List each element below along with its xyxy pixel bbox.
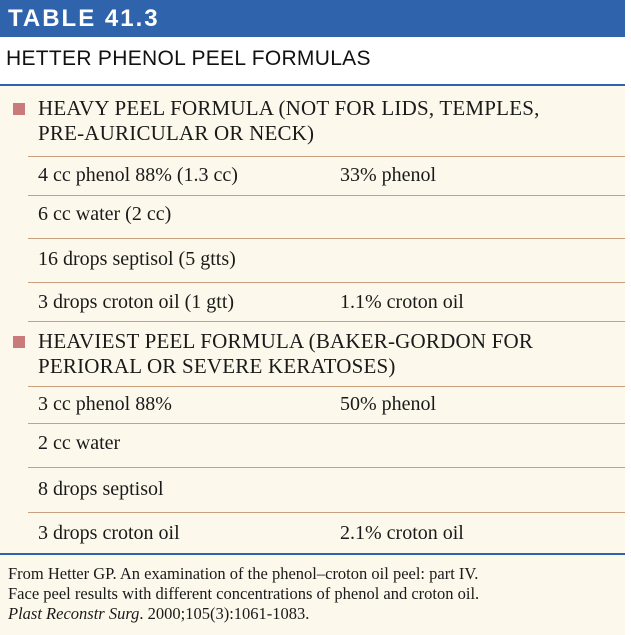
section-heading-heaviest <box>0 329 625 383</box>
section-heading-line: PERIORAL OR SEVERE KERATOSES) <box>38 354 396 378</box>
section-heading-line: HEAVIEST PEEL FORMULA (BAKER-GORDON FOR <box>38 329 534 353</box>
concentration-cell: 33% phenol <box>340 164 437 186</box>
concentration-cell: 50% phenol <box>340 393 437 415</box>
footnote-line: From Hetter GP. An examination of the phenol–croton oil peel: part IV. <box>8 564 479 583</box>
square-bullet-icon <box>13 336 25 348</box>
row-divider <box>28 386 625 387</box>
section-heading-line: HEAVY PEEL FORMULA (NOT FOR LIDS, TEMPLES, <box>38 96 540 120</box>
title-rule <box>0 84 625 86</box>
section-heading-heavy <box>0 96 625 150</box>
source-footnote <box>8 564 620 624</box>
row-divider <box>28 467 625 468</box>
row-divider <box>28 195 625 196</box>
right-margin <box>625 0 631 635</box>
table-title: HETTER PHENOL PEEL FORMULAS <box>6 47 371 70</box>
ingredient-cell: 16 drops septisol (5 gtts) <box>38 248 236 270</box>
footnote-line <box>8 604 620 624</box>
ingredient-cell: 8 drops septisol <box>38 478 164 500</box>
row-divider <box>28 321 625 322</box>
footnote-line: Face peel results with different concentrations of phenol and croton oil. <box>8 584 480 603</box>
table-label: TABLE 41.3 <box>0 0 625 37</box>
citation-details: . 2000;105(3):1061-1083. <box>139 604 310 623</box>
ingredient-cell: 2 cc water <box>38 432 121 454</box>
section-heading-line: PRE-AURICULAR OR NECK) <box>38 121 315 145</box>
row-divider <box>28 156 625 157</box>
row-divider <box>28 282 625 283</box>
ingredient-cell: 3 cc phenol 88% <box>38 393 172 415</box>
row-divider <box>28 512 625 513</box>
journal-name: Plast Reconstr Surg <box>8 604 140 623</box>
ingredient-cell: 6 cc water (2 cc) <box>38 203 172 225</box>
bottom-rule <box>0 553 625 555</box>
concentration-cell: 2.1% croton oil <box>340 522 464 544</box>
row-divider <box>28 423 625 424</box>
ingredient-cell: 3 drops croton oil <box>38 522 180 544</box>
square-bullet-icon <box>13 103 25 115</box>
concentration-cell: 1.1% croton oil <box>340 291 464 313</box>
ingredient-cell: 4 cc phenol 88% (1.3 cc) <box>38 164 238 186</box>
ingredient-cell: 3 drops croton oil (1 gtt) <box>38 291 235 313</box>
row-divider <box>28 238 625 239</box>
